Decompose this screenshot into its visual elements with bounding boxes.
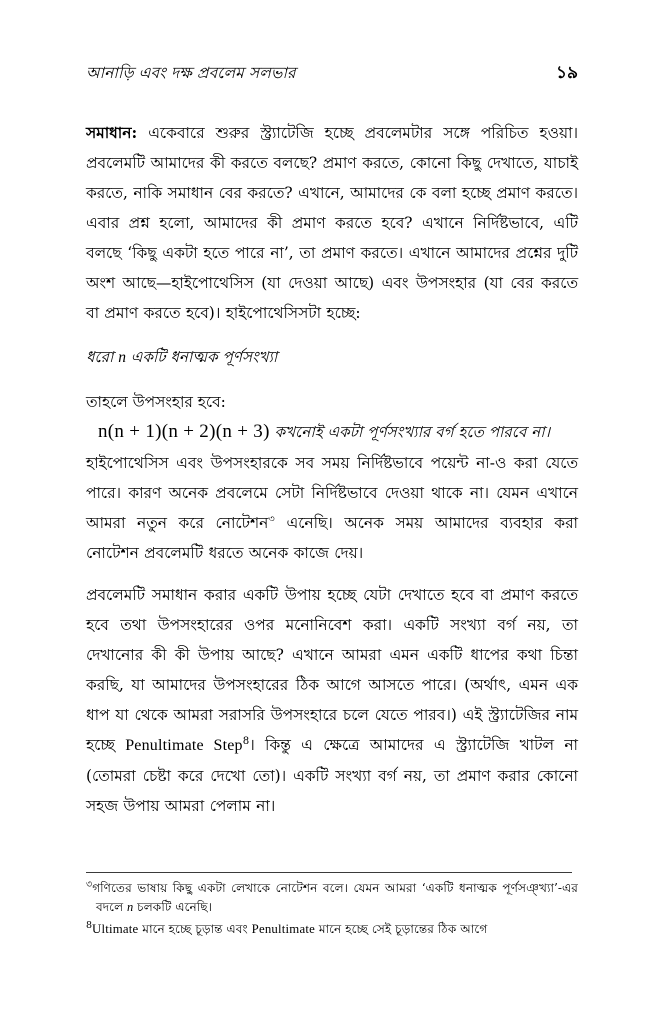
penultimate-text-first: প্রবলেমটি সমাধান করার একটি উপায় হচ্ছে যেটা দেখাতে হবে বা প্রমাণ করতে হবে তথা উপসংহারের ওপর মনোনিবেশ করা। একটি সংখ্যা বর্গ নয়, তা দেখানোর কী কী উপায় আছে? এখানে আমরা এমন একটি ধাপের কথা চিন্তা করছি, যা আমাদের উপসংহারের ঠিক আগে আসতে পারে। (অর্থাৎ, এমন এক ধাপ যা থেকে আমরা সরাসরি উপসংহারে চলে যেতে পারব।) এই স্ট্র্যাটেজির নাম হচ্ছে: [86, 586, 578, 754]
body-text-column: [86, 118, 578, 821]
conclusion-intro-text: তাহলে উপসংহার হবে:: [86, 393, 226, 411]
penultimate-text-second: । কিন্তু এ ক্ষেত্রে আমাদের এ স্ট্র্যাটেজি খাটল না (তোমরা চেষ্টা করে দেখো তো)। একটি সংখ্যা বর্গ নয়, তা প্রমাণ করার কোনো সহজ উপায় আমরা পেলাম না।: [86, 736, 579, 815]
footnote-reference-8[interactable]: 8: [242, 735, 250, 747]
running-header: [86, 60, 578, 88]
footnote-3-variable: n: [127, 900, 134, 914]
footnote-8-term-ultimate: Ultimate: [92, 922, 139, 936]
solution-label: সমাধান:: [86, 124, 138, 142]
footnote-marker-8: 8: [86, 919, 93, 931]
paragraph-notation: [86, 448, 578, 568]
footnote-reference-3[interactable]: ৩: [268, 513, 275, 525]
footnote-item: [86, 879, 578, 917]
math-display-block: [86, 417, 578, 448]
footnote-3-text-second: চলকটি এনেছি।: [133, 900, 212, 914]
hypothesis-variable: n: [118, 349, 126, 366]
page-number: ১৯: [555, 63, 578, 83]
footnote-8-text-second: মানে হচ্ছে সেই চূড়ান্তের ঠিক আগে: [314, 922, 488, 936]
penultimate-step-term: Penultimate Step: [125, 737, 243, 754]
paragraph-solution: [86, 118, 578, 328]
paragraph-penultimate-step: [86, 580, 578, 821]
footnote-item: [86, 920, 578, 939]
notation-text-first: হাইপোথেসিস এবং উপসংহারকে সব সময় নির্দিষ্টভাবে পয়েন্ট না-ও করা যেতে পারে। কারণ অনেক প্রবলেমে সেটা নির্দিষ্টভাবে দেওয়া থাকে না। যেমন এখানে আমরা নতুন করে নোটেশন: [86, 454, 578, 532]
math-expression: n(n + 1)(n + 2)(n + 3): [98, 421, 270, 442]
math-expression-caption: কখনোই একটা পূর্ণসংখ্যার বর্গ হতে পারবে না।: [269, 423, 551, 441]
footnote-8-text-first: মানে হচ্ছে চূড়ান্ত এবং: [138, 922, 252, 936]
footnote-separator-rule: [86, 872, 572, 873]
footnote-area: [86, 872, 578, 939]
footnote-marker-3: ৩: [86, 878, 93, 890]
solution-paragraph-text: একেবারে শুরুর স্ট্র্যাটেজি হচ্ছে প্রবলেমটার সঙ্গে পরিচিত হওয়া। প্রবলেমটি আমাদের কী করতে বলছে? প্রমাণ করতে, কোনো কিছু দেখাতে, যাচাই করতে, নাকি সমাধান বের করতে? এখানে, আমাদের কে বলা হচ্ছে প্রমাণ করতে। এবার প্রশ্ন হলো, আমাদের কী প্রমাণ করতে হবে? এখানে নির্দিষ্টভাবে, এটি বলছে ‘কিছু একটা হতে পারে না’, তা প্রমাণ করতে। এখানে আমাদের প্রশ্নের দুটি অংশ আছে—হাইপোথেসিস (যা দেওয়া আছে) এবং উপসংহার (যা বের করতে বা প্রমাণ করতে হবে)। হাইপোথেসিসটা হচ্ছে:: [86, 124, 578, 322]
footnote-3-text-first: গণিতের ভাষায় কিছু একটা লেখাকে নোটেশন বলে। যেমন আমরা ‘একটি ধনাত্মক পূর্ণসঞ্খ্যা’-এর বদলে: [92, 881, 578, 914]
conclusion-intro-line: [86, 387, 578, 417]
hypothesis-prefix: ধরো: [86, 348, 119, 366]
footnote-8-term-penultimate: Penultimate: [251, 922, 315, 936]
hypothesis-suffix: একটি ধনাত্মক পূর্ণসংখ্যা: [125, 348, 278, 366]
running-head-title: আনাড়ি এবং দক্ষ প্রবলেম সলভার: [86, 64, 296, 82]
hypothesis-line: [86, 342, 578, 373]
notation-text-second: এনেছি। অনেক সময় আমাদের ব্যবহার করা নোটেশন প্রবলেমটি ধরতে অনেক কাজে দেয়।: [86, 514, 578, 562]
